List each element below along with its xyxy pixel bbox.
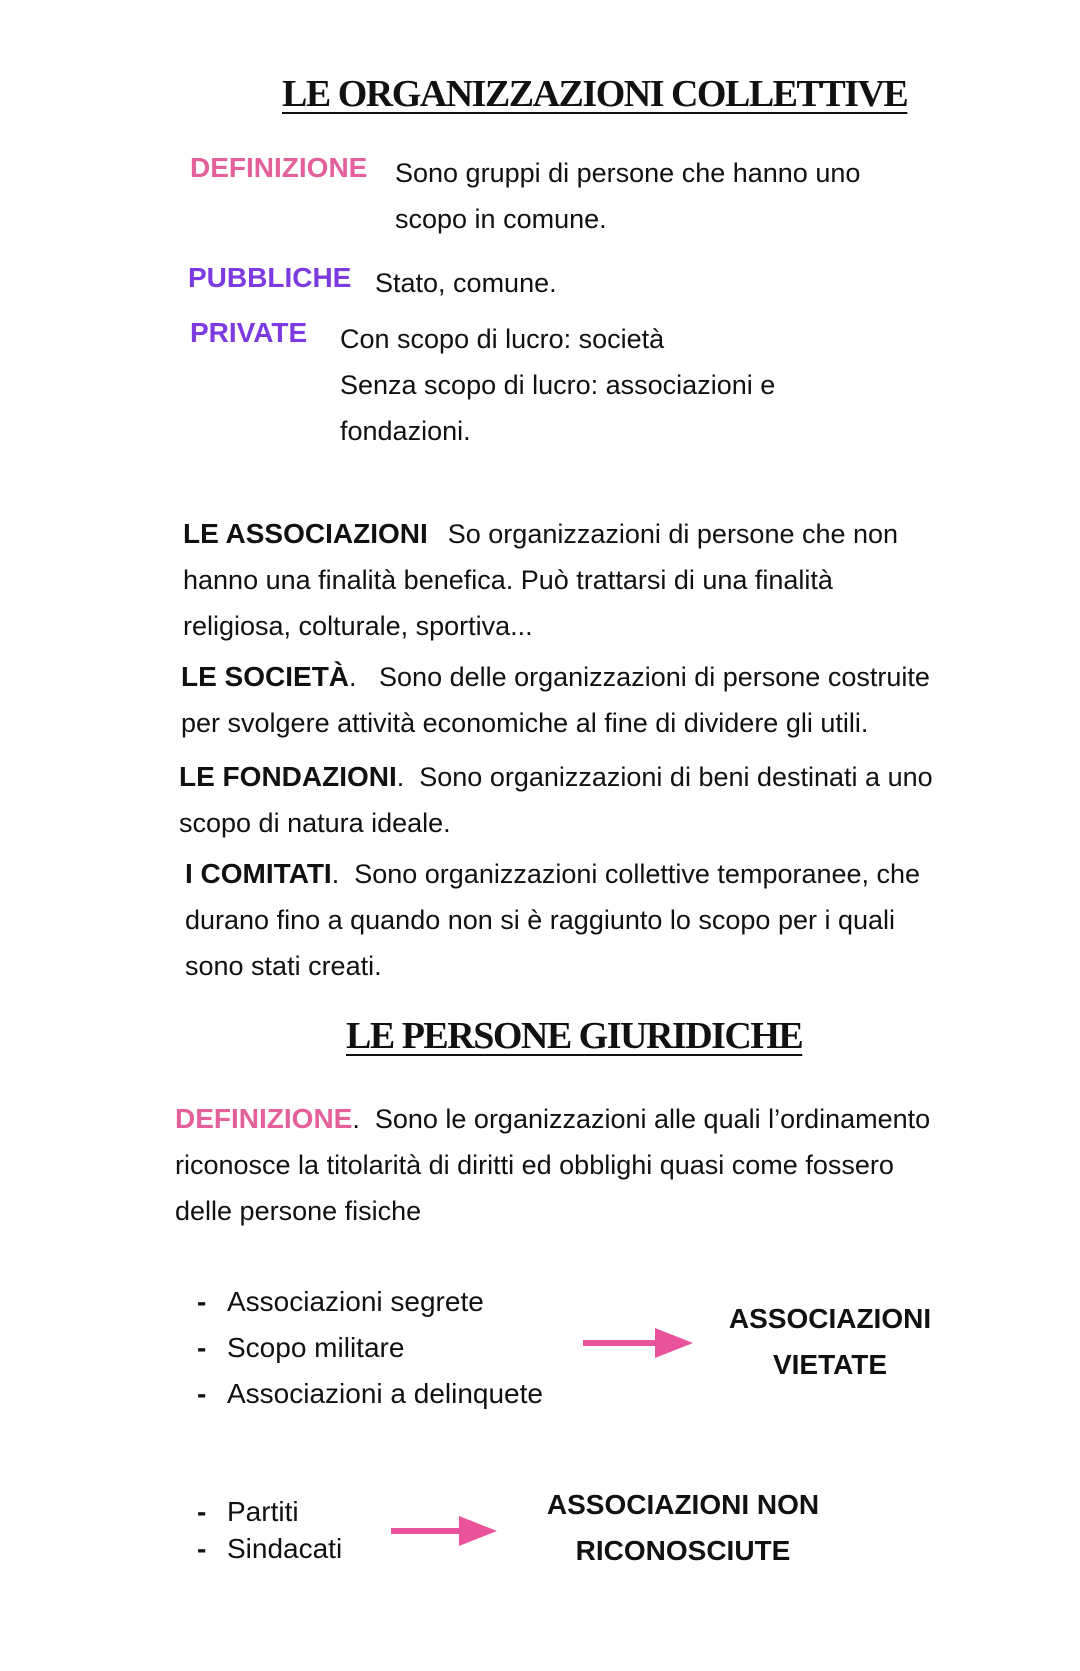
result-line: VIETATE <box>772 1349 888 1380</box>
list-item: - Associazioni segrete <box>197 1279 543 1325</box>
definizione-line: Sono gruppi di persone che hanno uno <box>395 158 861 188</box>
fondazioni-paragraph <box>179 754 1049 846</box>
definizione-label: DEFINIZIONE <box>190 152 368 183</box>
result-line: RICONOSCIUTE <box>575 1535 791 1566</box>
definizione-line: delle persone fisiche <box>175 1196 422 1226</box>
non-riconosciute-result <box>528 1482 838 1574</box>
associazioni-line: religiosa, colturale, sportiva... <box>183 611 533 641</box>
arrow-right-icon <box>583 1326 693 1360</box>
persone-giuridiche-definizione <box>175 1096 1055 1234</box>
list-item: - Scopo militare <box>197 1325 543 1371</box>
definizione-line: . Sono le organizzazioni alle quali l’ordinamento <box>352 1104 931 1134</box>
vietate-result <box>700 1296 960 1388</box>
definizione-line: scopo in comune. <box>395 204 607 234</box>
definizione-label: DEFINIZIONE <box>175 1103 353 1134</box>
list-item: - Associazioni a delinquete <box>197 1371 543 1417</box>
fondazioni-line: . Sono organizzazioni di beni destinati a uno <box>396 762 933 792</box>
vietate-list <box>197 1279 543 1417</box>
private-line: Senza scopo di lucro: associazioni e <box>340 370 776 400</box>
definizione-line: riconosce la titolarità di diritti ed obblighi quasi come fossero <box>175 1150 894 1180</box>
private-label: PRIVATE <box>190 317 308 348</box>
list-item-text: Partiti <box>227 1496 299 1527</box>
private-line: Con scopo di lucro: società <box>340 324 665 354</box>
societa-line: per svolgere attività economiche al fine di dividere gli utili. <box>181 708 869 738</box>
list-item: - Sindacati <box>197 1530 342 1567</box>
non-riconosciute-list <box>197 1493 342 1567</box>
associazioni-line: So organizzazioni di persone che non <box>447 519 899 549</box>
list-item-text: Associazioni segrete <box>227 1286 484 1317</box>
societa-label: LE SOCIETÀ <box>181 661 350 692</box>
section-title: LE PERSONE GIURIDICHE <box>346 1015 803 1057</box>
list-item: - Partiti <box>197 1493 342 1530</box>
list-item-text: Associazioni a delinquete <box>227 1378 543 1409</box>
pubbliche-text: Stato, comune. <box>375 268 557 298</box>
associazioni-label: LE ASSOCIAZIONI <box>183 518 428 549</box>
comitati-paragraph <box>185 851 1055 989</box>
pubbliche-label: PUBBLICHE <box>188 262 352 293</box>
associazioni-line: hanno una finalità benefica. Può trattarsi di una finalità <box>183 565 833 595</box>
result-line: ASSOCIAZIONI NON <box>546 1489 820 1520</box>
societa-line: . Sono delle organizzazioni di persone costruite <box>349 662 930 692</box>
associazioni-paragraph <box>183 511 1043 649</box>
definizione-text <box>395 150 860 242</box>
arrow-right-icon <box>391 1514 497 1548</box>
private-line: fondazioni. <box>340 416 471 446</box>
comitati-line: . Sono organizzazioni collettive temporanee, che <box>331 859 921 889</box>
page-title: LE ORGANIZZAZIONI COLLETTIVE <box>282 73 908 115</box>
comitati-line: durano fino a quando non si è raggiunto lo scopo per i quali <box>185 905 896 935</box>
comitati-line: sono stati creati. <box>185 951 382 981</box>
result-line: ASSOCIAZIONI <box>728 1303 932 1334</box>
list-item-text: Scopo militare <box>227 1332 405 1363</box>
fondazioni-line: scopo di natura ideale. <box>179 808 451 838</box>
list-item-text: Sindacati <box>227 1533 343 1564</box>
fondazioni-label: LE FONDAZIONI <box>179 761 397 792</box>
comitati-label: I COMITATI <box>185 858 332 889</box>
societa-paragraph <box>181 654 1051 746</box>
private-text <box>340 316 775 454</box>
